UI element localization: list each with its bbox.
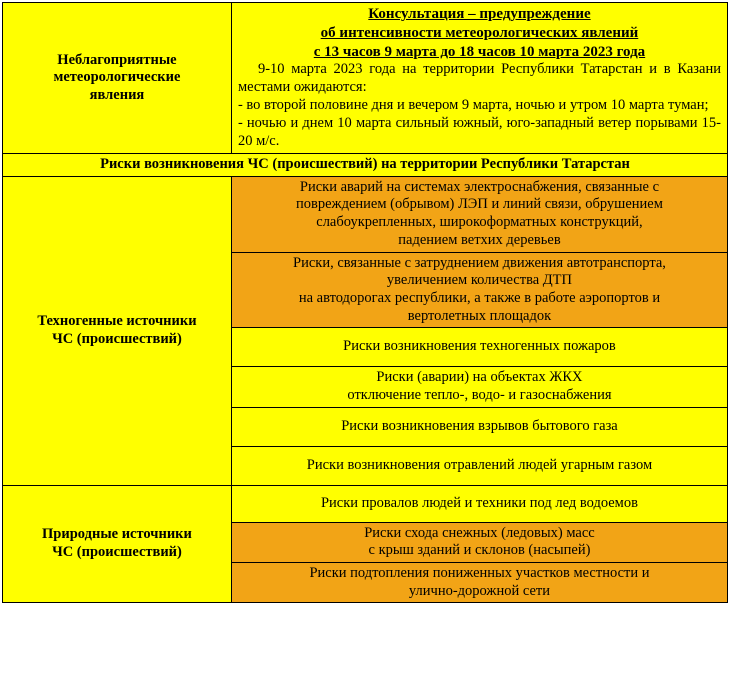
risk-cell-techno-1 — [231, 176, 727, 252]
risk-line: слабоукрепленных, широкоформатных конструкций, — [316, 214, 643, 231]
warning-label-line2: метеорологические — [53, 69, 181, 86]
hazard-table — [2, 2, 728, 603]
risk-cell-nature-2 — [231, 522, 727, 562]
natural-sources-label-line1: Природные источники — [42, 526, 192, 543]
risk-line: Риски схода снежных (ледовых) масс — [364, 524, 595, 541]
risk-cell-techno-2 — [231, 252, 727, 328]
warning-title-line2: об интенсивности метеорологических явлений — [320, 24, 639, 41]
table-row-nature-1 — [3, 485, 728, 522]
risk-line: Риски провалов людей и техники под лед водоемов — [320, 494, 638, 511]
techno-sources-label-line1: Техногенные источники — [37, 313, 197, 330]
techno-sources-label-cell — [3, 176, 232, 485]
warning-label-line3: явления — [89, 86, 145, 103]
warning-title-line3: с 13 часов 9 марта до 18 часов 10 марта 2023 года — [313, 43, 646, 60]
risk-line: с крыш зданий и склонов (насыпей) — [368, 542, 591, 559]
risk-line: улично-дорожной сети — [408, 582, 550, 599]
risk-line: увеличением количества ДТП — [386, 272, 573, 289]
natural-sources-label-line2: ЧС (происшествий) — [52, 544, 182, 561]
risk-line: Риски (аварии) на объектах ЖКХ — [376, 369, 583, 386]
risk-cell-techno-4 — [231, 367, 727, 407]
warning-label-cell — [3, 3, 232, 154]
table-row-warning — [3, 3, 728, 154]
warning-content-cell — [231, 3, 727, 154]
table-row-section-title — [3, 154, 728, 177]
warning-title-line1: Консультация – предупреждение — [368, 6, 591, 22]
risk-cell-techno-3 — [231, 328, 727, 367]
warning-label-line1: Неблагоприятные — [57, 51, 177, 68]
warning-paragraph-1: 9-10 марта 2023 года на территории Республики Татарстан и в Казани местами ожидаются: — [237, 61, 721, 96]
risks-section-title: Риски возникновения ЧС (происшествий) на территории Республики Татарстан — [3, 154, 728, 177]
risk-line: отключение тепло-, водо- и газоснабжения — [347, 386, 612, 403]
risk-line: Риски подтопления пониженных участков местности и — [309, 565, 650, 582]
risk-line: Риски возникновения взрывов бытового газа — [341, 417, 618, 434]
risk-cell-nature-3 — [231, 563, 727, 603]
table-row-techno-1 — [3, 176, 728, 252]
risk-cell-nature-1 — [231, 485, 727, 522]
risk-line: вертолетных площадок — [407, 307, 552, 324]
risk-line: на автодорогах республики, а также в работе аэропортов и — [298, 289, 661, 306]
natural-sources-label-cell — [3, 485, 232, 603]
techno-sources-label-line2: ЧС (происшествий) — [52, 330, 182, 347]
risk-line: Риски возникновения техногенных пожаров — [343, 338, 616, 355]
risk-cell-techno-5 — [231, 407, 727, 446]
risk-line: Риски возникновения отравлений людей угарным газом — [306, 456, 653, 473]
risk-line: падением ветхих деревьев — [398, 231, 561, 248]
risk-line: Риски, связанные с затруднением движения автотранспорта, — [293, 254, 666, 271]
warning-paragraph-2: - во второй половине дня и вечером 9 марта, ночью и утром 10 марта туман; — [237, 97, 709, 114]
risk-line: повреждением (обрывом) ЛЭП и линий связи, обрушением — [296, 196, 663, 213]
risk-cell-techno-6 — [231, 446, 727, 485]
risk-line: Риски аварий на системах электроснабжения, связанные с — [299, 178, 660, 195]
warning-paragraph-3: - ночью и днем 10 марта сильный южный, юго-западный ветер порывами 15-20 м/с. — [237, 115, 721, 150]
